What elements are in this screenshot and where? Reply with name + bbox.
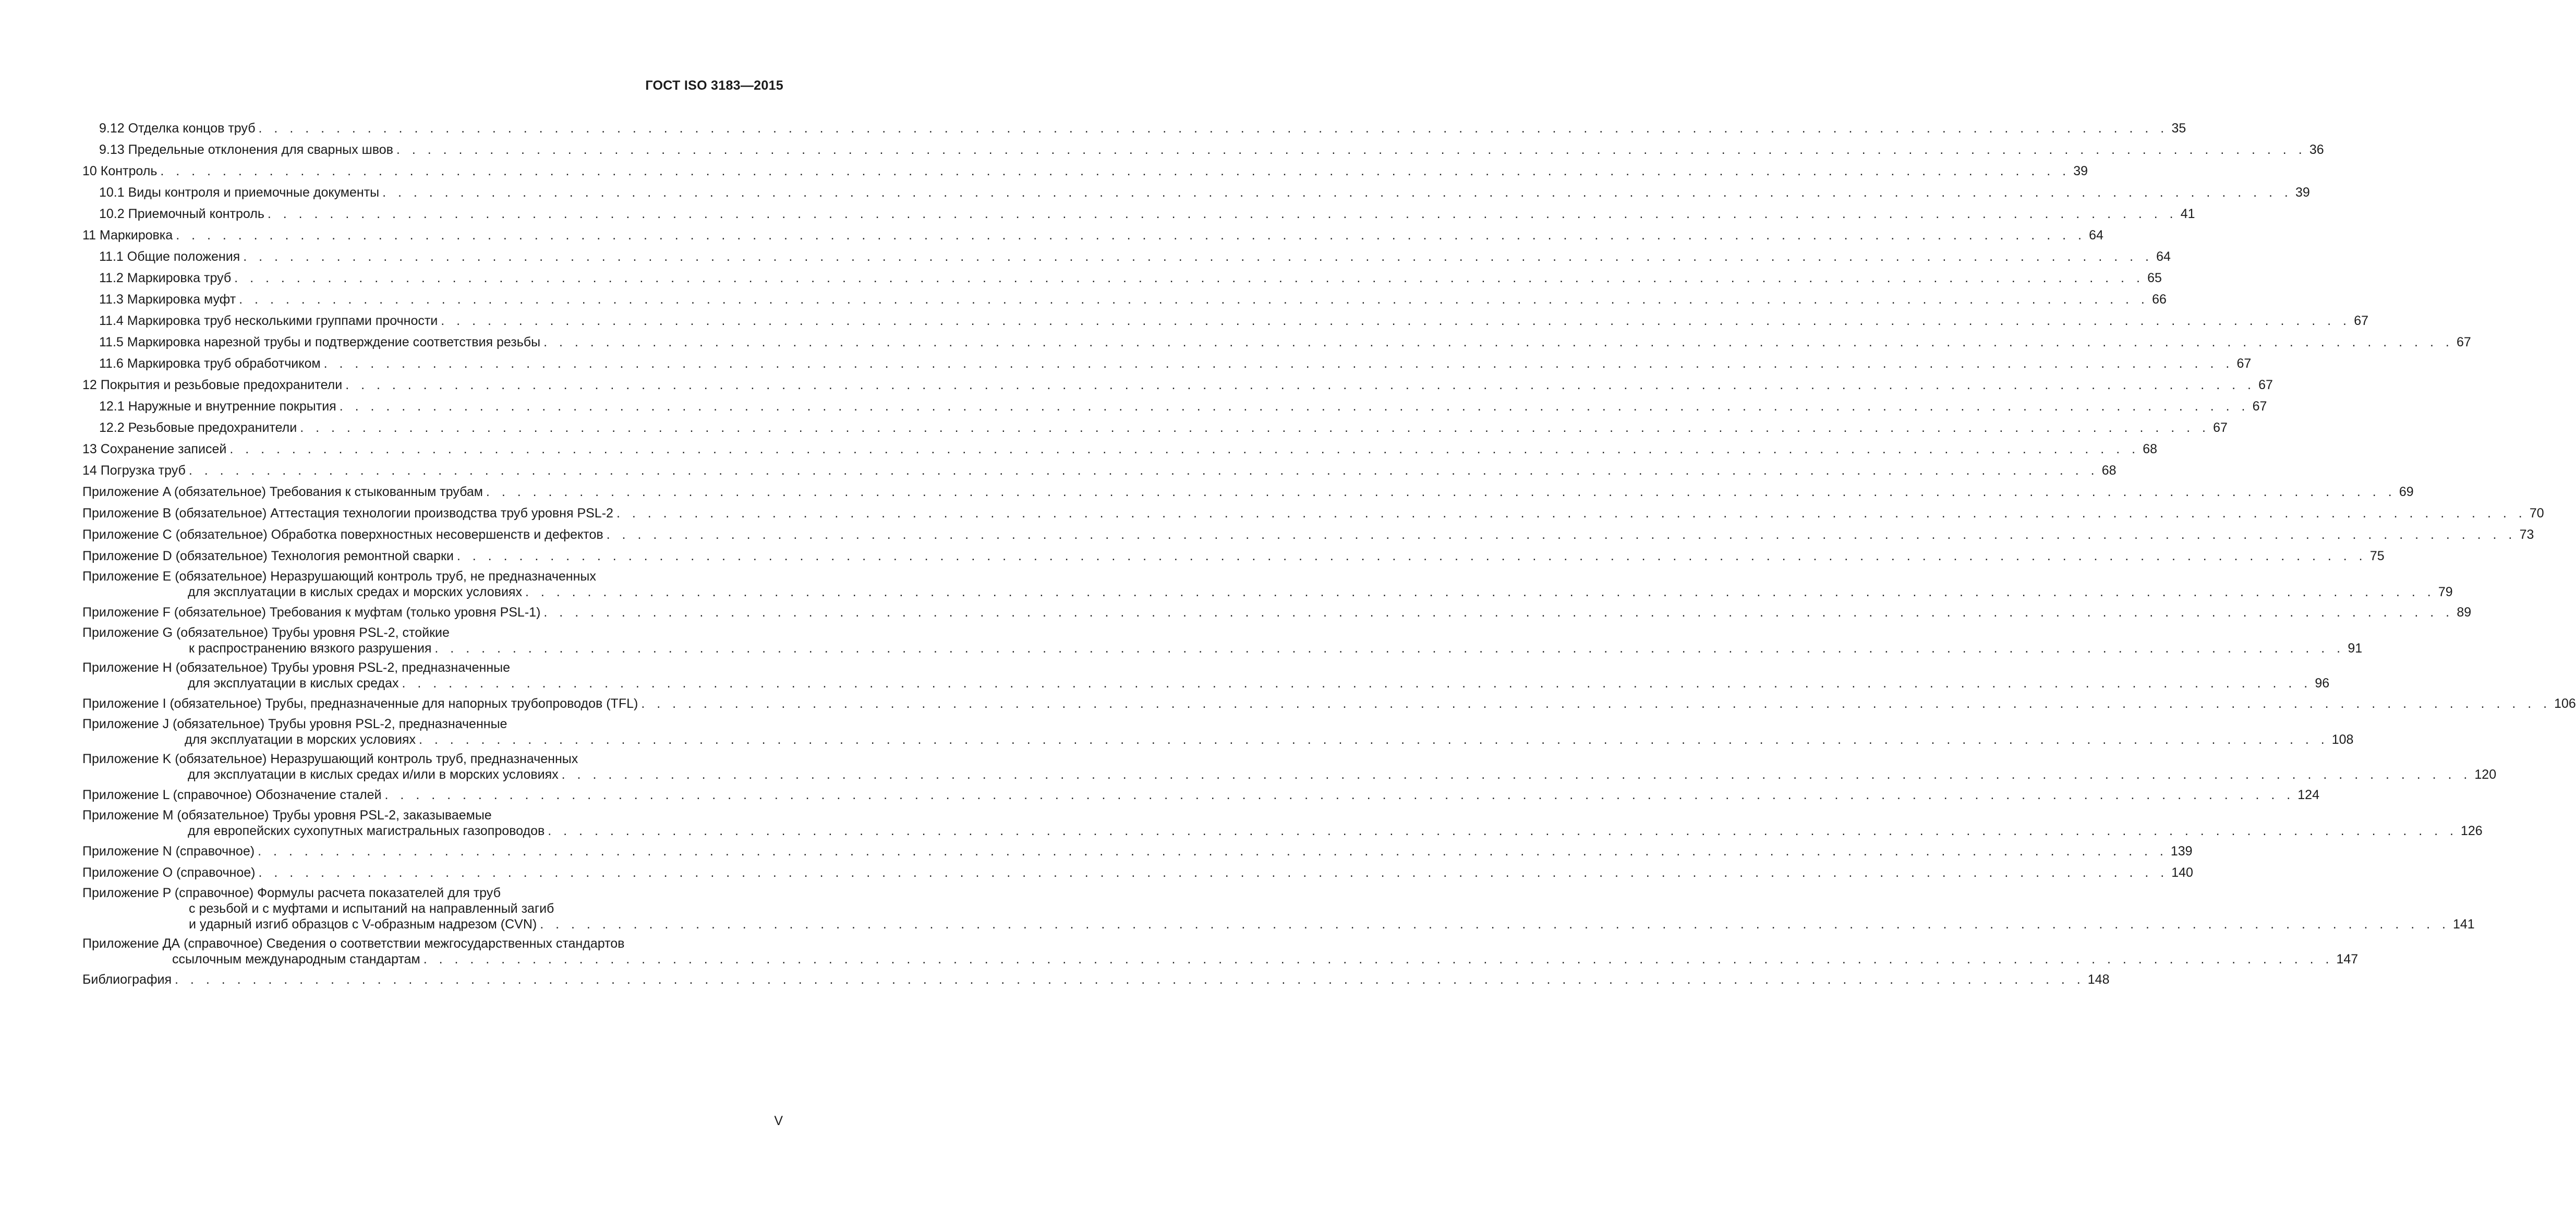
toc-leader-dots: . . . . . . . . . . . . . . . . . . . . . . . . . . . . . . . . . . . . . . . . . . . . . . . . . . . . . . . . . . . . . . . . . . . . . . . . . . . . . . . . . . . . . . . . . . . . . . . . . . . . . . . . . . . . . . . . . . . . . . . . . . . [423, 952, 2333, 967]
toc-entry-title: 11.5 Маркировка нарезной трубы и подтверждение соответствия резьбы [99, 335, 541, 349]
table-of-contents [82, 119, 2576, 992]
toc-entry-title-continued: для эксплуатации в кислых средах и/или в морских условиях [188, 767, 559, 782]
toc-page-number: 36 [2309, 142, 2324, 157]
toc-entry-title-continued: для эксплуатации в морских условиях [185, 732, 416, 747]
toc-page-number: 64 [2089, 228, 2103, 243]
toc-entry[interactable] [82, 751, 2497, 782]
toc-page-number: 35 [2171, 121, 2186, 136]
toc-page-number: 67 [2236, 356, 2252, 371]
toc-entry[interactable] [82, 312, 2369, 330]
toc-entry-title: Приложение N (справочное) [82, 844, 255, 859]
toc-leader-dots: . . . . . . . . . . . . . . . . . . . . . . . . . . . . . . . . . . . . . . . . . . . . . . . . . . . . . . . . . . . . . . . . . . . . . . . . . . . . . . . . . . . . . . . . . . . . . . . . . . . . . . . . . . . . . . . . . . . . . . . . . . . [258, 844, 2168, 859]
toc-entry-title: Приложение D (обязательное) Технология ремонтной сварки [82, 549, 454, 563]
toc-leader-dots: . . . . . . . . . . . . . . . . . . . . . . . . . . . . . . . . . . . . . . . . . . . . . . . . . . . . . . . . . . . . . . . . . . . . . . . . . . . . . . . . . . . . . . . . . . . . . . . . . . . . . . . . . . . . . . . . . . . . . . . . . . . [434, 641, 2345, 656]
toc-entry[interactable] [82, 419, 2228, 437]
toc-entry-title: Приложение A (обязательное) Требования к стыкованным трубам [82, 485, 483, 499]
toc-entry[interactable] [82, 864, 2193, 881]
toc-leader-dots: . . . . . . . . . . . . . . . . . . . . . . . . . . . . . . . . . . . . . . . . . . . . . . . . . . . . . . . . . . . . . . . . . . . . . . . . . . . . . . . . . . . . . . . . . . . . . . . . . . . . . . . . . . . . . . . . . . . . . . . . . . . [402, 676, 2312, 691]
toc-page-number: 39 [2073, 164, 2088, 178]
toc-entry-title: Приложение H (обязательное) Трубы уровня PSL-2, предназначенные [82, 660, 510, 675]
toc-entry-title: 11 Маркировка [82, 228, 173, 243]
toc-entry-title: Приложение ДА (справочное) Сведения о соответствии межгосударственных стандартов [82, 936, 625, 951]
toc-entry-title-continued: ссылочным международным стандартам [172, 952, 420, 967]
toc-entry-title: Приложение G (обязательное) Трубы уровня PSL-2, стойкие [82, 625, 450, 640]
toc-entry-title: Приложение P (справочное) Формулы расчета показателей для труб [82, 886, 501, 900]
toc-leader-dots: . . . . . . . . . . . . . . . . . . . . . . . . . . . . . . . . . . . . . . . . . . . . . . . . . . . . . . . . . . . . . . . . . . . . . . . . . . . . . . . . . . . . . . . . . . . . . . . . . . . . . . . . . . . . . . . . . . . . . . . . . . . [267, 207, 2178, 221]
toc-leader-dots: . . . . . . . . . . . . . . . . . . . . . . . . . . . . . . . . . . . . . . . . . . . . . . . . . . . . . . . . . . . . . . . . . . . . . . . . . . . . . . . . . . . . . . . . . . . . . . . . . . . . . . . . . . . . . . . . . . . . . . . . . . . [345, 378, 2255, 392]
toc-page-number: 39 [2295, 185, 2310, 200]
toc-page-number: 108 [2331, 732, 2354, 747]
toc-entry[interactable] [82, 184, 2310, 201]
toc-page-number: 106 [2554, 696, 2576, 711]
toc-leader-dots: . . . . . . . . . . . . . . . . . . . . . . . . . . . . . . . . . . . . . . . . . . . . . . . . . . . . . . . . . . . . . . . . . . . . . . . . . . . . . . . . . . . . . . . . . . . . . . . . . . . . . . . . . . . . . . . . . . . . . . . . . . . [606, 527, 2517, 542]
toc-leader-dots: . . . . . . . . . . . . . . . . . . . . . . . . . . . . . . . . . . . . . . . . . . . . . . . . . . . . . . . . . . . . . . . . . . . . . . . . . . . . . . . . . . . . . . . . . . . . . . . . . . . . . . . . . . . . . . . . . . . . . . . . . . . [239, 292, 2149, 307]
toc-entry-title: Приложение L (справочное) Обозначение сталей [82, 788, 382, 802]
toc-entry-title: 12.2 Резьбовые предохранители [99, 420, 297, 435]
toc-leader-dots: . . . . . . . . . . . . . . . . . . . . . . . . . . . . . . . . . . . . . . . . . . . . . . . . . . . . . . . . . . . . . . . . . . . . . . . . . . . . . . . . . . . . . . . . . . . . . . . . . . . . . . . . . . . . . . . . . . . . . . . . . . . [396, 142, 2306, 157]
toc-entry[interactable] [82, 333, 2471, 351]
toc-entry-title: 9.13 Предельные отклонения для сварных швов [99, 142, 393, 157]
toc-page-number: 64 [2156, 249, 2171, 264]
toc-leader-dots: . . . . . . . . . . . . . . . . . . . . . . . . . . . . . . . . . . . . . . . . . . . . . . . . . . . . . . . . . . . . . . . . . . . . . . . . . . . . . . . . . . . . . . . . . . . . . . . . . . . . . . . . . . . . . . . . . . . . . . . . . . . [641, 696, 2551, 711]
toc-page-number: 148 [2087, 972, 2110, 987]
toc-leader-dots: . . . . . . . . . . . . . . . . . . . . . . . . . . . . . . . . . . . . . . . . . . . . . . . . . . . . . . . . . . . . . . . . . . . . . . . . . . . . . . . . . . . . . . . . . . . . . . . . . . . . . . . . . . . . . . . . . . . . . . . . . . . [243, 249, 2153, 264]
toc-page-number: 141 [2452, 917, 2475, 932]
toc-entry-title: 11.3 Маркировка муфт [99, 292, 236, 307]
toc-page-number: 96 [2315, 676, 2330, 691]
toc-page-number: 75 [2369, 549, 2385, 563]
toc-entry[interactable] [82, 971, 2110, 988]
toc-leader-dots: . . . . . . . . . . . . . . . . . . . . . . . . . . . . . . . . . . . . . . . . . . . . . . . . . . . . . . . . . . . . . . . . . . . . . . . . . . . . . . . . . . . . . . . . . . . . . . . . . . . . . . . . . . . . . . . . . . . . . . . . . . . [258, 865, 2169, 880]
toc-page-number: 67 [2252, 399, 2267, 414]
toc-entry[interactable] [82, 376, 2273, 394]
toc-page-number: 68 [2143, 442, 2158, 456]
toc-entry-title: 11.1 Общие положения [99, 249, 240, 264]
toc-page-number: 67 [2258, 378, 2273, 392]
toc-leader-dots: . . . . . . . . . . . . . . . . . . . . . . . . . . . . . . . . . . . . . . . . . . . . . . . . . . . . . . . . . . . . . . . . . . . . . . . . . . . . . . . . . . . . . . . . . . . . . . . . . . . . . . . . . . . . . . . . . . . . . . . . . . . [382, 185, 2292, 200]
toc-entry-title: 13 Сохранение записей [82, 442, 227, 456]
toc-leader-dots: . . . . . . . . . . . . . . . . . . . . . . . . . . . . . . . . . . . . . . . . . . . . . . . . . . . . . . . . . . . . . . . . . . . . . . . . . . . . . . . . . . . . . . . . . . . . . . . . . . . . . . . . . . . . . . . . . . . . . . . . . . . [616, 506, 2526, 521]
toc-leader-dots: . . . . . . . . . . . . . . . . . . . . . . . . . . . . . . . . . . . . . . . . . . . . . . . . . . . . . . . . . . . . . . . . . . . . . . . . . . . . . . . . . . . . . . . . . . . . . . . . . . . . . . . . . . . . . . . . . . . . . . . . . . . [486, 485, 2396, 499]
toc-leader-dots: . . . . . . . . . . . . . . . . . . . . . . . . . . . . . . . . . . . . . . . . . . . . . . . . . . . . . . . . . . . . . . . . . . . . . . . . . . . . . . . . . . . . . . . . . . . . . . . . . . . . . . . . . . . . . . . . . . . . . . . . . . . [175, 972, 2085, 987]
toc-entry[interactable] [82, 547, 2385, 565]
toc-leader-dots: . . . . . . . . . . . . . . . . . . . . . . . . . . . . . . . . . . . . . . . . . . . . . . . . . . . . . . . . . . . . . . . . . . . . . . . . . . . . . . . . . . . . . . . . . . . . . . . . . . . . . . . . . . . . . . . . . . . . . . . . . . . [229, 442, 2140, 456]
toc-entry[interactable] [82, 936, 2359, 967]
toc-leader-dots: . . . . . . . . . . . . . . . . . . . . . . . . . . . . . . . . . . . . . . . . . . . . . . . . . . . . . . . . . . . . . . . . . . . . . . . . . . . . . . . . . . . . . . . . . . . . . . . . . . . . . . . . . . . . . . . . . . . . . . . . . . . [543, 605, 2454, 620]
toc-leader-dots: . . . . . . . . . . . . . . . . . . . . . . . . . . . . . . . . . . . . . . . . . . . . . . . . . . . . . . . . . . . . . . . . . . . . . . . . . . . . . . . . . . . . . . . . . . . . . . . . . . . . . . . . . . . . . . . . . . . . . . . . . . . [540, 917, 2450, 932]
toc-page-number: 68 [2101, 463, 2117, 478]
toc-page-number: 66 [2152, 292, 2167, 307]
toc-entry[interactable] [82, 625, 2363, 656]
toc-entry[interactable] [82, 462, 2117, 479]
toc-leader-dots: . . . . . . . . . . . . . . . . . . . . . . . . . . . . . . . . . . . . . . . . . . . . . . . . . . . . . . . . . . . . . . . . . . . . . . . . . . . . . . . . . . . . . . . . . . . . . . . . . . . . . . . . . . . . . . . . . . . . . . . . . . . [456, 549, 2367, 563]
toc-leader-dots: . . . . . . . . . . . . . . . . . . . . . . . . . . . . . . . . . . . . . . . . . . . . . . . . . . . . . . . . . . . . . . . . . . . . . . . . . . . . . . . . . . . . . . . . . . . . . . . . . . . . . . . . . . . . . . . . . . . . . . . . . . . [548, 824, 2458, 838]
toc-leader-dots: . . . . . . . . . . . . . . . . . . . . . . . . . . . . . . . . . . . . . . . . . . . . . . . . . . . . . . . . . . . . . . . . . . . . . . . . . . . . . . . . . . . . . . . . . . . . . . . . . . . . . . . . . . . . . . . . . . . . . . . . . . . [441, 313, 2351, 328]
toc-leader-dots: . . . . . . . . . . . . . . . . . . . . . . . . . . . . . . . . . . . . . . . . . . . . . . . . . . . . . . . . . . . . . . . . . . . . . . . . . . . . . . . . . . . . . . . . . . . . . . . . . . . . . . . . . . . . . . . . . . . . . . . . . . . [525, 585, 2435, 599]
toc-page-number: 89 [2457, 605, 2472, 620]
toc-entry[interactable] [82, 141, 2324, 159]
toc-entry[interactable] [82, 569, 2453, 600]
toc-entry[interactable] [82, 355, 2252, 372]
toc-page-number: 67 [2213, 420, 2228, 435]
toc-entry-title: 11.2 Маркировка труб [99, 271, 232, 285]
toc-entry[interactable] [82, 695, 2576, 712]
toc-page-number: 67 [2354, 313, 2369, 328]
toc-page-number: 69 [2399, 485, 2414, 499]
toc-entry[interactable] [82, 119, 2186, 137]
page-number: V [774, 1114, 783, 1128]
toc-entry-title: 9.12 Отделка концов труб [99, 121, 256, 136]
toc-entry-title: Приложение C (обязательное) Обработка поверхностных несовершенств и дефектов [82, 527, 603, 542]
toc-leader-dots: . . . . . . . . . . . . . . . . . . . . . . . . . . . . . . . . . . . . . . . . . . . . . . . . . . . . . . . . . . . . . . . . . . . . . . . . . . . . . . . . . . . . . . . . . . . . . . . . . . . . . . . . . . . . . . . . . . . . . . . . . . . [258, 121, 2169, 136]
toc-entry-title: Приложение O (справочное) [82, 865, 256, 880]
toc-entry-title: 12 Покрытия и резьбовые предохранители [82, 378, 343, 392]
toc-entry-title-continued: для европейских сухопутных магистральных газопроводов [188, 824, 545, 838]
toc-entry[interactable] [82, 526, 2534, 543]
toc-leader-dots: . . . . . . . . . . . . . . . . . . . . . . . . . . . . . . . . . . . . . . . . . . . . . . . . . . . . . . . . . . . . . . . . . . . . . . . . . . . . . . . . . . . . . . . . . . . . . . . . . . . . . . . . . . . . . . . . . . . . . . . . . . . [160, 164, 2071, 178]
toc-leader-dots: . . . . . . . . . . . . . . . . . . . . . . . . . . . . . . . . . . . . . . . . . . . . . . . . . . . . . . . . . . . . . . . . . . . . . . . . . . . . . . . . . . . . . . . . . . . . . . . . . . . . . . . . . . . . . . . . . . . . . . . . . . . [188, 463, 2099, 478]
toc-entry-title: Приложение F (обязательное) Требования к муфтам (только уровня PSL-1) [82, 605, 541, 620]
toc-entry[interactable] [82, 248, 2171, 265]
toc-entry[interactable] [82, 807, 2483, 839]
toc-leader-dots: . . . . . . . . . . . . . . . . . . . . . . . . . . . . . . . . . . . . . . . . . . . . . . . . . . . . . . . . . . . . . . . . . . . . . . . . . . . . . . . . . . . . . . . . . . . . . . . . . . . . . . . . . . . . . . . . . . . . . . . . . . . [418, 732, 2329, 747]
toc-entry-title: 10 Контроль [82, 164, 158, 178]
toc-page-number: 126 [2461, 824, 2483, 838]
toc-entry-title: 11.4 Маркировка труб несколькими группами прочности [99, 313, 438, 328]
toc-page-number: 70 [2529, 506, 2544, 521]
toc-entry[interactable] [82, 842, 2193, 860]
toc-entry[interactable] [82, 226, 2103, 244]
toc-page-number: 65 [2147, 271, 2162, 285]
toc-entry[interactable] [82, 291, 2167, 308]
toc-page-number: 73 [2519, 527, 2534, 542]
toc-leader-dots: . . . . . . . . . . . . . . . . . . . . . . . . . . . . . . . . . . . . . . . . . . . . . . . . . . . . . . . . . . . . . . . . . . . . . . . . . . . . . . . . . . . . . . . . . . . . . . . . . . . . . . . . . . . . . . . . . . . . . . . . . . . [543, 335, 2453, 349]
toc-page-number: 91 [2348, 641, 2363, 656]
toc-page-number: 147 [2336, 952, 2359, 967]
toc-entry-title: Приложение J (обязательное) Трубы уровня PSL-2, предназначенные [82, 717, 507, 731]
toc-entry-title-continued: для эксплуатации в кислых средах и морских условиях [188, 585, 522, 599]
toc-leader-dots: . . . . . . . . . . . . . . . . . . . . . . . . . . . . . . . . . . . . . . . . . . . . . . . . . . . . . . . . . . . . . . . . . . . . . . . . . . . . . . . . . . . . . . . . . . . . . . . . . . . . . . . . . . . . . . . . . . . . . . . . . . . [339, 399, 2250, 414]
toc-entry-title-continued: для эксплуатации в кислых средах [188, 676, 399, 691]
toc-entry-title: 10.2 Приемочный контроль [99, 207, 264, 221]
toc-entry-title: 11.6 Маркировка труб обработчиком [99, 356, 321, 371]
toc-page-number: 124 [2297, 788, 2319, 802]
toc-entry-title-continued: и ударный изгиб образцов с V-образным надрезом (CVN) [189, 917, 537, 932]
toc-leader-dots: . . . . . . . . . . . . . . . . . . . . . . . . . . . . . . . . . . . . . . . . . . . . . . . . . . . . . . . . . . . . . . . . . . . . . . . . . . . . . . . . . . . . . . . . . . . . . . . . . . . . . . . . . . . . . . . . . . . . . . . . . . . [384, 788, 2295, 802]
toc-entry[interactable] [82, 786, 2319, 804]
toc-entry[interactable] [82, 603, 2472, 621]
toc-entry-title: 10.1 Виды контроля и приемочные документы [99, 185, 380, 200]
toc-entry[interactable] [82, 660, 2330, 691]
toc-entry-title-continued: с резьбой и с муфтами и испытаний на направленный загиб [189, 901, 554, 916]
toc-leader-dots: . . . . . . . . . . . . . . . . . . . . . . . . . . . . . . . . . . . . . . . . . . . . . . . . . . . . . . . . . . . . . . . . . . . . . . . . . . . . . . . . . . . . . . . . . . . . . . . . . . . . . . . . . . . . . . . . . . . . . . . . . . . [561, 767, 2472, 782]
toc-entry-title: Библиография [82, 972, 172, 987]
toc-entry-title: Приложение B (обязательное) Аттестация технологии производства труб уровня PSL-2 [82, 506, 613, 521]
toc-entry[interactable] [82, 397, 2267, 415]
toc-entry-title: Приложение I (обязательное) Трубы, предназначенные для напорных трубопроводов (TFL) [82, 696, 638, 711]
toc-entry[interactable] [82, 504, 2544, 522]
toc-entry-title: 12.1 Наружные и внутренние покрытия [99, 399, 336, 414]
toc-entry[interactable] [82, 269, 2162, 287]
toc-leader-dots: . . . . . . . . . . . . . . . . . . . . . . . . . . . . . . . . . . . . . . . . . . . . . . . . . . . . . . . . . . . . . . . . . . . . . . . . . . . . . . . . . . . . . . . . . . . . . . . . . . . . . . . . . . . . . . . . . . . . . . . . . . . [176, 228, 2086, 243]
toc-entry-title: Приложение M (обязательное) Трубы уровня PSL-2, заказываемые [82, 808, 492, 823]
toc-entry[interactable] [82, 885, 2475, 932]
toc-leader-dots: . . . . . . . . . . . . . . . . . . . . . . . . . . . . . . . . . . . . . . . . . . . . . . . . . . . . . . . . . . . . . . . . . . . . . . . . . . . . . . . . . . . . . . . . . . . . . . . . . . . . . . . . . . . . . . . . . . . . . . . . . . . [323, 356, 2234, 371]
toc-page-number: 41 [2180, 207, 2195, 221]
toc-entry-title-continued: к распространению вязкого разрушения [189, 641, 432, 656]
document-header: ГОСТ ISO 3183—2015 [645, 78, 783, 93]
toc-entry[interactable] [82, 483, 2414, 501]
toc-entry[interactable] [82, 205, 2195, 223]
toc-entry[interactable] [82, 716, 2354, 747]
toc-leader-dots: . . . . . . . . . . . . . . . . . . . . . . . . . . . . . . . . . . . . . . . . . . . . . . . . . . . . . . . . . . . . . . . . . . . . . . . . . . . . . . . . . . . . . . . . . . . . . . . . . . . . . . . . . . . . . . . . . . . . . . . . . . . [234, 271, 2144, 285]
toc-page-number: 120 [2474, 767, 2497, 782]
toc-entry-title: Приложение E (обязательное) Неразрушающий контроль труб, не предназначенных [82, 569, 596, 584]
toc-leader-dots: . . . . . . . . . . . . . . . . . . . . . . . . . . . . . . . . . . . . . . . . . . . . . . . . . . . . . . . . . . . . . . . . . . . . . . . . . . . . . . . . . . . . . . . . . . . . . . . . . . . . . . . . . . . . . . . . . . . . . . . . . . . [300, 420, 2210, 435]
toc-entry-title: Приложение K (обязательное) Неразрушающий контроль труб, предназначенных [82, 752, 578, 766]
toc-page-number: 139 [2170, 844, 2193, 859]
toc-entry[interactable] [82, 440, 2158, 458]
toc-entry[interactable] [82, 162, 2088, 180]
toc-page-number: 140 [2171, 865, 2193, 880]
toc-entry-title: 14 Погрузка труб [82, 463, 186, 478]
toc-page-number: 67 [2456, 335, 2471, 349]
toc-page-number: 79 [2438, 585, 2453, 599]
